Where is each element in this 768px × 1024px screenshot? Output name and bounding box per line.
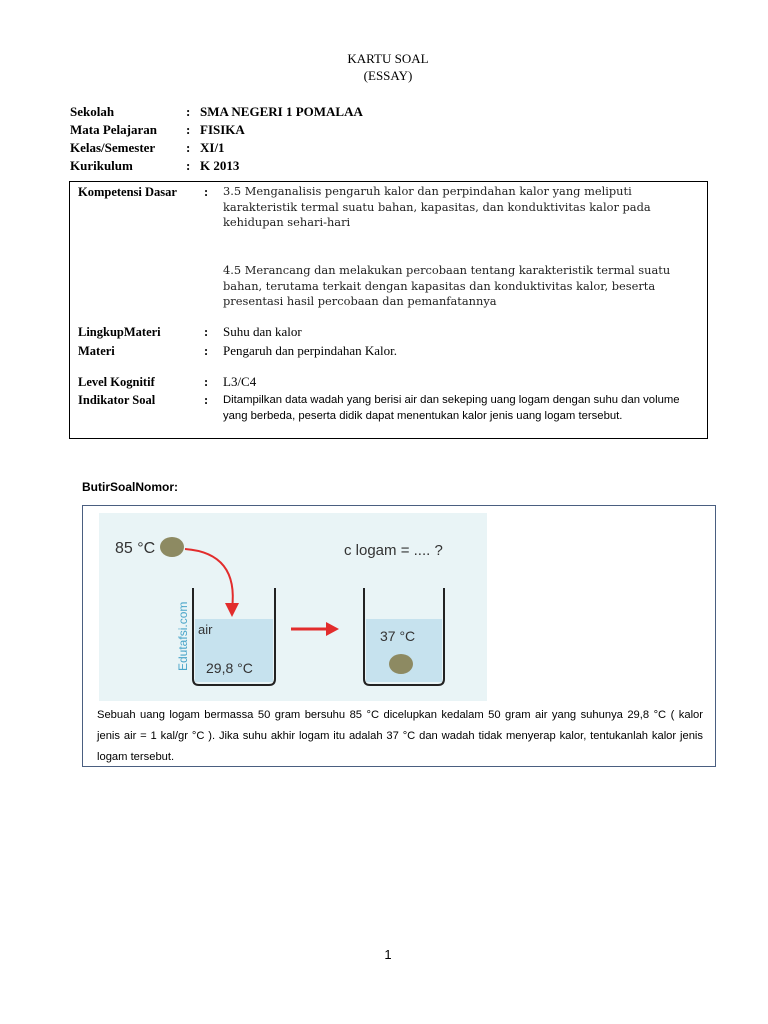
lingkup-label: LingkupMateri (78, 325, 161, 339)
meta-value: FISIKA (200, 122, 245, 137)
lingkup-value: Suhu dan kalor (223, 324, 302, 339)
meta-label: Kurikulum (70, 158, 133, 173)
materi-colon: : (204, 344, 209, 358)
meta-colon: : (186, 122, 191, 137)
meta-value: XI/1 (200, 140, 225, 155)
kd-4-5-text: 4.5 Merancang dan melakukan percobaan tentang karakteristik termal suatu bahan, terutama terkait dengan kapasitas dan konduktivitas kalor, beserta presentasi hasil percobaan dan pemanfatannya (223, 263, 671, 308)
card-title: KARTU SOAL (347, 51, 429, 66)
level-label: Level Kognitif (78, 375, 155, 389)
meta-value: K 2013 (200, 158, 240, 173)
indikator-value: Ditampilkan data wadah yang berisi air dan sekeping uang logam dengan suhu dan volume yang berbeda, peserta didik dapat menentukan kalor jenis uang logam tersebut. (223, 394, 680, 422)
watermark-text: Edutafsi.com (176, 601, 190, 671)
level-colon: : (204, 375, 209, 389)
page-number: 1 (384, 947, 392, 962)
coin-icon (160, 537, 184, 557)
kompetensi-colon: : (204, 185, 209, 199)
materi-value: Pengaruh dan perpindahan Kalor. (223, 343, 398, 358)
meta-colon: : (186, 104, 191, 119)
meta-label: Sekolah (70, 104, 115, 119)
kompetensi-box (69, 181, 708, 439)
meta-label: Mata Pelajaran (70, 122, 158, 137)
lingkup-colon: : (204, 325, 209, 339)
level-value: L3/C4 (223, 374, 257, 389)
kompetensi-label: Kompetensi Dasar (78, 185, 177, 199)
card-subtitle: (ESSAY) (363, 68, 413, 83)
meta-label: Kelas/Semester (70, 140, 156, 155)
water-label: air (198, 622, 213, 637)
indikator-colon: : (204, 393, 209, 407)
butir-soal-label: ButirSoalNomor: (82, 480, 178, 494)
meta-colon: : (186, 140, 191, 155)
question-box (82, 505, 716, 767)
meta-colon: : (186, 158, 191, 173)
water-temp-label: 29,8 °C (206, 660, 253, 676)
materi-label: Materi (78, 344, 115, 358)
final-temp-label: 37 °C (380, 628, 416, 644)
coin-temp-label: 85 °C (115, 540, 156, 557)
meta-value: SMA NEGERI 1 POMALAA (200, 104, 363, 119)
question-label: c logam = .... ? (344, 542, 443, 559)
calorimetry-figure (99, 513, 487, 701)
question-text: Sebuah uang logam bermassa 50 gram bersuhu 85 °C dicelupkan kedalam 50 gram air yang suhunya 29,8 °C ( kalor jenis air = 1 kal/gr °C ). Jika suhu akhir logam itu adalah 37 °C dan wadah tidak menyerap kalor, tentukanlah kalor jenis logam tersebut. (97, 709, 703, 763)
coin-in-water-icon (389, 654, 413, 674)
indikator-label: Indikator Soal (78, 393, 156, 407)
kd-3-5-text: 3.5 Menganalisis pengaruh kalor dan perpindahan kalor yang meliputi karakteristik termal suatu bahan, kapasitas, dan konduktivitas kalor pada kehidupan sehari-hari (223, 184, 651, 229)
